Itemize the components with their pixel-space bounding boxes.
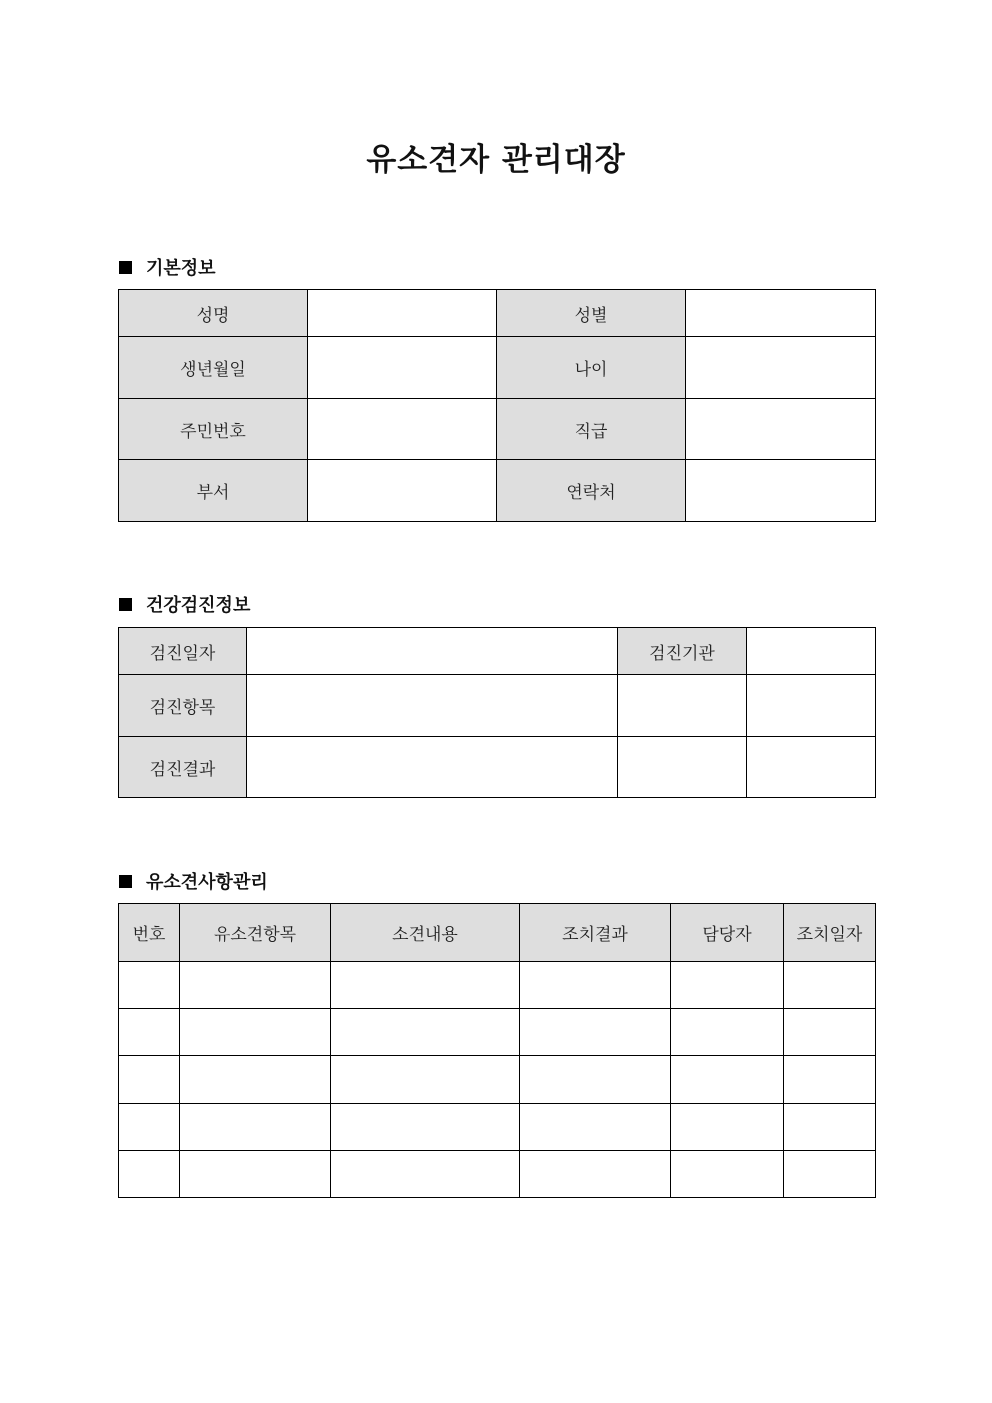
checkup-result-field[interactable] — [247, 737, 618, 798]
checkup-info-row — [119, 737, 876, 798]
contact-field[interactable] — [686, 460, 876, 522]
column-header-finding-content: 소견내용 — [331, 904, 520, 962]
table-cell[interactable] — [180, 962, 331, 1009]
column-header-action-date: 조치일자 — [784, 904, 876, 962]
column-header-number: 번호 — [119, 904, 180, 962]
square-bullet-icon — [119, 598, 132, 611]
checkup-info-row — [119, 675, 876, 737]
table-cell[interactable] — [331, 1151, 520, 1198]
basic-info-row — [119, 460, 876, 522]
department-field[interactable] — [308, 460, 497, 522]
column-header-action-result: 조치결과 — [520, 904, 671, 962]
findings-heading-text: 유소견사항관리 — [146, 872, 268, 893]
label-resident-number: 주민번호 — [119, 399, 308, 460]
age-field[interactable] — [686, 337, 876, 399]
checkup-items-field[interactable] — [247, 675, 618, 737]
table-cell[interactable] — [784, 1104, 876, 1151]
table-cell[interactable] — [119, 1151, 180, 1198]
label-age: 나이 — [497, 337, 686, 399]
table-cell[interactable] — [119, 1009, 180, 1056]
document-title: 유소견자 관리대장 — [366, 142, 626, 178]
table-cell[interactable] — [671, 962, 784, 1009]
basic-info-row — [119, 399, 876, 460]
square-bullet-icon — [119, 875, 132, 888]
basic-info-table — [118, 289, 876, 522]
basic-info-heading — [119, 254, 216, 280]
checkup-result-extra-cell[interactable] — [618, 737, 747, 798]
table-cell[interactable] — [671, 1009, 784, 1056]
column-header-person-in-charge: 담당자 — [671, 904, 784, 962]
label-gender: 성별 — [497, 290, 686, 337]
table-row — [119, 962, 876, 1009]
name-field[interactable] — [308, 290, 497, 337]
checkup-institution-field[interactable] — [747, 628, 876, 675]
table-cell[interactable] — [520, 1056, 671, 1104]
table-cell[interactable] — [520, 962, 671, 1009]
table-cell[interactable] — [784, 1056, 876, 1104]
label-contact: 연락처 — [497, 460, 686, 522]
label-position: 직급 — [497, 399, 686, 460]
checkup-info-heading-text: 건강검진정보 — [146, 595, 251, 616]
birthdate-field[interactable] — [308, 337, 497, 399]
table-cell[interactable] — [180, 1009, 331, 1056]
table-cell[interactable] — [180, 1056, 331, 1104]
table-cell[interactable] — [671, 1151, 784, 1198]
checkup-items-extra-cell[interactable] — [747, 675, 876, 737]
table-cell[interactable] — [784, 1009, 876, 1056]
findings-header-row — [119, 904, 876, 962]
basic-info-row — [119, 290, 876, 337]
resident-number-field[interactable] — [308, 399, 497, 460]
table-cell[interactable] — [180, 1151, 331, 1198]
table-cell[interactable] — [119, 962, 180, 1009]
table-cell[interactable] — [331, 1056, 520, 1104]
table-cell[interactable] — [180, 1104, 331, 1151]
table-cell[interactable] — [784, 962, 876, 1009]
checkup-info-table — [118, 627, 876, 798]
table-cell[interactable] — [119, 1104, 180, 1151]
basic-info-row — [119, 337, 876, 399]
checkup-result-extra-cell[interactable] — [747, 737, 876, 798]
checkup-info-row — [119, 628, 876, 675]
checkup-date-field[interactable] — [247, 628, 618, 675]
findings-heading — [119, 868, 268, 894]
label-department: 부서 — [119, 460, 308, 522]
table-row — [119, 1009, 876, 1056]
table-cell[interactable] — [520, 1151, 671, 1198]
table-cell[interactable] — [784, 1151, 876, 1198]
table-cell[interactable] — [331, 1104, 520, 1151]
label-name: 성명 — [119, 290, 308, 337]
gender-field[interactable] — [686, 290, 876, 337]
label-checkup-items: 검진항목 — [119, 675, 247, 737]
position-field[interactable] — [686, 399, 876, 460]
checkup-info-heading — [119, 591, 250, 617]
square-bullet-icon — [119, 261, 132, 274]
label-checkup-date: 검진일자 — [119, 628, 247, 675]
checkup-items-extra-cell[interactable] — [618, 675, 747, 737]
table-cell[interactable] — [331, 962, 520, 1009]
label-birthdate: 생년월일 — [119, 337, 308, 399]
table-row — [119, 1104, 876, 1151]
table-cell[interactable] — [671, 1056, 784, 1104]
column-header-finding-item: 유소견항목 — [180, 904, 331, 962]
table-cell[interactable] — [520, 1104, 671, 1151]
label-checkup-result: 검진결과 — [119, 737, 247, 798]
findings-table — [118, 903, 876, 1198]
table-cell[interactable] — [331, 1009, 520, 1056]
table-cell[interactable] — [671, 1104, 784, 1151]
label-checkup-institution: 검진기관 — [618, 628, 747, 675]
table-cell[interactable] — [119, 1056, 180, 1104]
basic-info-heading-text: 기본정보 — [146, 258, 216, 279]
table-row — [119, 1151, 876, 1198]
table-cell[interactable] — [520, 1009, 671, 1056]
table-row — [119, 1056, 876, 1104]
